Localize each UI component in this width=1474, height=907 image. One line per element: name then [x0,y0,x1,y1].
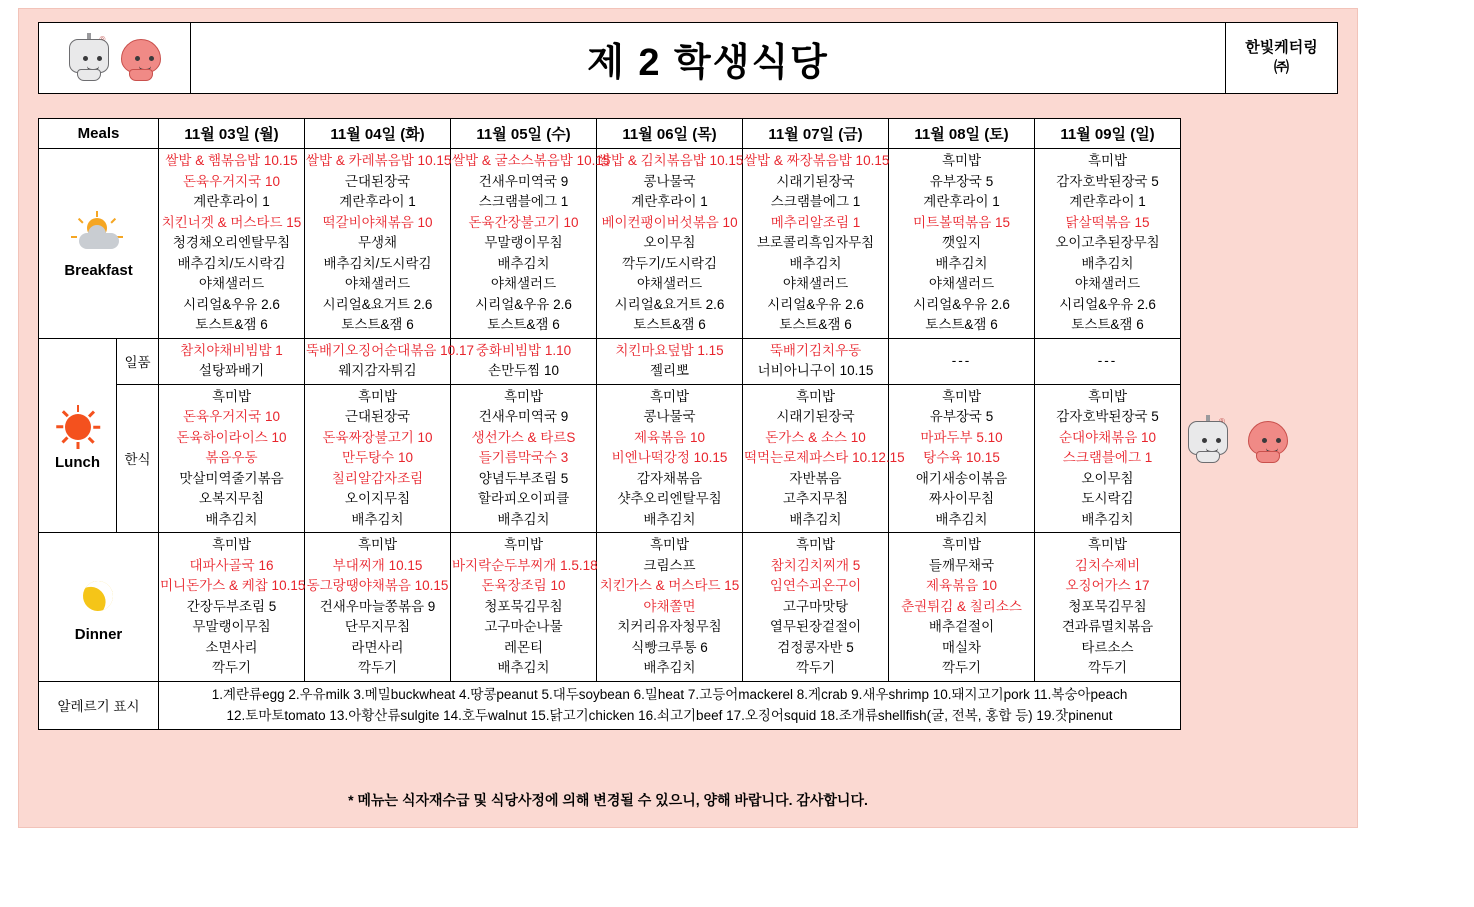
dish-item: 토스트&잼 6 [779,317,852,333]
dish-item: 돈육우거지국 10 [183,173,281,189]
dish-list [160,387,303,531]
dish-item: 크림스프 [643,557,696,573]
dish-item: 배추김치 [643,511,696,527]
menu-cell-lunch-hansik-6 [1035,384,1181,533]
dish-item: 김치수제비 [1074,557,1141,573]
dish-item: --- [951,352,972,368]
dish-list [306,341,474,382]
dish-item: 단무지무침 [344,619,411,635]
dish-item: 토스트&잼 6 [633,317,706,333]
dish-item: 배추김치 [1081,511,1134,527]
dish-item: 생선가스 & 타르S [471,429,576,445]
dish-item: 청포묵김무침 [484,598,563,614]
dish-item: 배추김치 [1081,255,1134,271]
day-header-4: 11월 07일 (금) [743,119,889,149]
dish-item: 배추김치 [935,511,988,527]
dish-item: 치킨마요덮밥 1.15 [615,342,724,358]
dish-item: 검정콩자반 5 [777,639,854,655]
dish-item: 깍두기 [941,660,982,676]
dish-item: 흑미밥 [795,537,836,553]
dish-item: 흑미밥 [1087,537,1128,553]
dish-item: 오징어가스 17 [1065,578,1150,594]
dish-item: 흑미밥 [1087,153,1128,168]
menu-cell-lunch-hansik-2 [451,384,597,533]
dish-item: 야채샐러드 [928,276,995,292]
menu-cell-dinner-5 [889,533,1035,682]
dish-item: 계란후라이 1 [1069,194,1146,210]
dish-list [452,535,598,679]
dish-item: 들기름막국수 3 [478,450,569,466]
dish-list [160,151,303,336]
brand-line-2: ㈜ [1273,59,1289,76]
dish-item: 중화비빔밥 1.10 [475,342,572,358]
dish-list [306,535,449,679]
dish-list [452,387,595,531]
dish-item: 양념두부조림 5 [478,470,569,486]
menu-cell-dinner-6 [1035,533,1181,682]
dish-item: 흑미밥 [357,537,398,553]
dish-item: 흑미밥 [503,537,544,553]
dish-item: 계란후라이 1 [631,194,708,210]
dish-item: 스크램블에그 1 [770,194,861,210]
dish-list [306,151,452,336]
dish-list [890,535,1033,679]
dish-list [160,341,303,382]
dish-item: 떡갈비야채볶음 10 [322,214,433,230]
dish-item: 탕수육 10.15 [923,450,1000,466]
dish-item: 식빵크루통 6 [631,639,708,655]
allergy-line-2: 12.토마토tomato 13.아황산류sulgite 14.호두walnut 15.닭고기chicken 16.쇠고기beef 17.오징어squid 18.조개류shellfish(굴, 전복, 홍합 등) 19.잣pinenut [226,708,1113,724]
dish-item: 건새우마늘쫑볶음 9 [319,598,436,614]
dish-item: 감자채볶음 [636,470,703,486]
dish-item: 닭살떡볶음 15 [1065,214,1150,230]
dish-item: 콩나물국 [643,173,696,189]
dish-item: 제육볶음 10 [926,578,997,594]
dish-item: 흑미밥 [941,153,982,168]
dish-item: 시리얼&우유 2.6 [767,296,864,312]
dish-item: 배추김치/도시락김 [177,255,286,271]
dish-item: 설탕꽈배기 [198,363,265,379]
dish-item: 유부장국 5 [929,409,994,425]
dish-item: 스크램블에그 1 [1062,450,1153,466]
dish-item: 쌀밥 & 굴소스볶음밥 10.15 [452,153,611,168]
allergy-label: 알레르기 표시 [39,681,159,729]
dish-item: 계란후라이 1 [193,194,270,210]
dish-item: 미니돈가스 & 케찹 10.15 [160,578,306,594]
dish-item: 볶음우동 [205,450,258,466]
dish-item: 청경채오리엔탈무침 [172,235,291,251]
dish-item: 라면사리 [351,639,404,655]
dish-item: 브로콜리흑임자무침 [756,235,875,251]
page-title: 제 2 학생식당 [587,41,829,84]
dish-item: 야채샐러드 [782,276,849,292]
dish-item: 감자호박된장국 5 [1056,409,1159,425]
dish-item: 도시락김 [1081,491,1134,507]
dish-item: 동그랑땡야채볶음 10.15 [306,578,449,594]
menu-cell-lunch-hansik-1 [305,384,451,533]
dish-item: 쌀밥 & 짜장볶음밥 10.15 [744,153,890,168]
table-row-breakfast [39,149,1181,339]
menu-cell-lunch-ilpum-6 [1035,338,1181,384]
meal-label-breakfast [39,149,159,339]
dish-item: 무말랭이무침 [192,619,271,635]
dish-list [1036,151,1179,336]
dish-item: 오이지무침 [344,491,411,507]
dish-list [1036,535,1179,679]
moon-icon [40,572,157,626]
menu-cell-lunch-ilpum-5 [889,338,1035,384]
meal-label-text: Dinner [74,625,123,643]
side-mascots [1185,415,1291,465]
dish-item: 토스트&잼 6 [925,317,998,333]
meal-sub-hansik: 한식 [117,384,159,533]
dish-item: 흑미밥 [795,388,836,404]
table-header-row [39,119,1181,149]
dish-item: 만두탕수 10 [342,450,413,466]
dish-item: 간장두부조림 5 [186,598,277,614]
dish-item: 치킨가스 & 머스타드 15 [599,578,740,594]
dish-list [744,341,887,382]
menu-change-note: * 메뉴는 식자재수급 및 식당사정에 의해 변경될 수 있으니, 양해 바랍니다. 감사합니다. [348,792,868,808]
table-row-allergy [39,681,1181,729]
dish-item: 견과류멸치볶음 [1061,619,1154,635]
dish-item: 배추겉절이 [928,619,995,635]
dish-item: 참치김치찌개 5 [770,557,861,573]
dish-item: 깻잎지 [941,235,982,251]
dish-item: 짜사이무침 [928,491,995,507]
dish-item: 콩나물국 [643,409,696,425]
dish-item: 배추김치 [643,660,696,676]
dish-item: 시리얼&우유 2.6 [913,296,1010,312]
dish-item: 타르소스 [1081,639,1134,655]
dish-item: 오이무침 [643,235,696,251]
dish-item: 쌀밥 & 햄볶음밥 10.15 [165,153,298,168]
table-row-lunch-hansik [39,384,1181,533]
dish-item: 미트볼떡볶음 15 [913,214,1011,230]
dish-item: 쌀밥 & 김치볶음밥 10.15 [598,153,744,168]
header-logo [39,23,191,93]
dish-item: 건새우미역국 9 [478,173,569,189]
dish-item: 배추김치 [205,511,258,527]
menu-cell-breakfast-6 [1035,149,1181,339]
dish-list [1036,351,1179,372]
menu-cell-breakfast-0 [159,149,305,339]
dish-list [160,535,306,679]
dish-item: 스크램블에그 1 [478,194,569,210]
dish-item: 바지락순두부찌개 1.5.18 [452,557,598,573]
meal-sub-ilpum: 일품 [117,338,159,384]
dish-item: 맛살미역줄기볶음 [179,470,284,486]
dish-item: --- [1097,352,1118,368]
dish-item: 토스트&잼 6 [195,317,268,333]
dish-item: 뚝배기김치우동 [769,342,862,358]
dish-item: 배추김치 [497,511,550,527]
dish-item: 무생채 [357,235,398,251]
menu-cell-lunch-ilpum-0 [159,338,305,384]
dish-item: 배추김치/도시락김 [323,255,432,271]
dish-item: 열무된장겉절이 [769,619,862,635]
dish-item: 토스트&잼 6 [1071,317,1144,333]
dish-item: 오이무침 [1081,470,1134,486]
dish-item: 깍두기/도시락김 [621,255,718,271]
dish-item: 참치야채비빔밥 1 [180,342,283,358]
dish-list [1036,387,1179,531]
dish-item: 돈육하이라이스 10 [176,429,287,445]
dish-item: 흑미밥 [503,388,544,404]
dish-item: 치킨너겟 & 머스타드 15 [161,214,302,230]
dish-item: 돈육장조림 10 [481,578,566,594]
dish-list [306,387,449,531]
menu-cell-breakfast-3 [597,149,743,339]
dish-list [890,351,1033,372]
weekly-menu-table [38,118,1181,730]
day-header-0: 11월 03일 (월) [159,119,305,149]
dish-item: 애기새송이볶음 [915,470,1008,486]
dish-item: 칠리알감자조림 [331,470,424,486]
dish-item: 흑미밥 [941,388,982,404]
dish-list [890,387,1033,531]
menu-cell-breakfast-2 [451,149,611,339]
dish-item: 소면사리 [205,639,258,655]
dish-item: 흑미밥 [357,388,398,404]
dish-item: 대파사골국 16 [189,557,274,573]
dish-item: 흑미밥 [211,537,252,553]
girl-mascot-icon-side [1245,415,1291,465]
dish-item: 흑미밥 [211,388,252,404]
dish-item: 시리얼&우유 2.6 [183,296,280,312]
sun-cloud-icon [40,208,157,262]
dish-item: 시리얼&우유 2.6 [475,296,572,312]
dish-item: 시래기된장국 [776,173,855,189]
dish-item: 무말랭이무침 [484,235,563,251]
dish-item: 쌀밥 & 카레볶음밥 10.15 [306,153,452,168]
dish-item: 깍두기 [357,660,398,676]
dish-item: 매실차 [941,639,982,655]
dish-item: 야채쫄면 [643,598,696,614]
menu-cell-lunch-hansik-0 [159,384,305,533]
dish-item: 비엔나떡강정 10.15 [611,450,728,466]
menu-cell-breakfast-5 [889,149,1035,339]
dish-item: 흑미밥 [1087,388,1128,404]
dish-item: 야채샐러드 [198,276,265,292]
dish-item: 오복지무침 [198,491,265,507]
menu-cell-lunch-ilpum-1 [305,338,474,384]
allergy-line-1: 1.계란류egg 2.우유milk 3.메밀buckwheat 4.땅콩peanut 5.대두soybean 6.밀heat 7.고등어mackerel 8.게crab 9.새우shrimp 10.돼지고기pork 11.복숭아peach [211,686,1128,702]
menu-cell-dinner-0 [159,533,305,682]
meals-header: Meals [39,119,159,149]
menu-cell-dinner-4 [743,533,889,682]
day-header-2: 11월 05일 (수) [451,119,597,149]
dish-list [744,535,887,679]
dish-item: 야채샐러드 [636,276,703,292]
menu-cell-dinner-3 [597,533,743,682]
menu-cell-dinner-1 [305,533,451,682]
dish-item: 마파두부 5.10 [920,429,1003,445]
menu-cell-breakfast-4 [743,149,889,339]
meal-label-text: Breakfast [64,261,133,279]
day-header-5: 11월 08일 (토) [889,119,1035,149]
dish-item: 돈가스 & 소스 10 [765,429,866,445]
dish-item: 배추김치 [351,511,404,527]
dish-list [598,341,741,382]
meal-label-dinner [39,533,159,682]
dish-item: 베이컨팽이버섯볶음 10 [601,214,738,230]
dish-item: 건새우미역국 9 [478,409,569,425]
dish-list [890,151,1033,336]
dish-item: 뚝배기오징어순대볶음 10.17 [306,342,474,358]
dish-item: 근대된장국 [344,409,411,425]
dish-item: 시래기된장국 [776,409,855,425]
dish-item: 임연수괴온구이 [769,578,862,594]
sun-icon [40,400,115,454]
table-row-lunch-ilpum [39,338,1181,384]
dish-item: 순대야채볶음 10 [1059,429,1157,445]
dish-item: 흑미밥 [649,388,690,404]
robot-mascot-icon-side [1185,415,1231,465]
day-header-6: 11월 09일 (일) [1035,119,1181,149]
dish-item: 유부장국 5 [929,173,994,189]
dish-item: 야채샐러드 [1074,276,1141,292]
dish-list [598,151,744,336]
dish-item: 청포묵김무침 [1068,598,1147,614]
dish-item: 춘권튀김 & 칠리소스 [901,598,1022,614]
dish-list [598,535,741,679]
menu-cell-dinner-2 [451,533,597,682]
dish-list [744,151,890,336]
dish-list [598,387,741,531]
dish-item: 감자호박된장국 5 [1056,173,1159,189]
menu-cell-lunch-ilpum-4 [743,338,889,384]
dish-item: 돈육간장불고기 10 [468,214,579,230]
dish-list [744,387,905,531]
brand-line-1: 한빛케터링 [1245,38,1318,56]
menu-cell-lunch-hansik-5 [889,384,1035,533]
dish-item: 고구마순나물 [484,619,563,635]
dish-item: 배추김치 [935,255,988,271]
dish-item: 레몬티 [503,639,544,655]
dish-item: 토스트&잼 6 [341,317,414,333]
dish-item: 고구마맛탕 [782,598,849,614]
day-header-1: 11월 04일 (화) [305,119,451,149]
dish-item: 배추김치 [789,255,842,271]
dish-item: 깍두기 [1087,660,1128,676]
menu-cell-lunch-hansik-4 [743,384,905,533]
dish-item: 배추김치 [789,511,842,527]
dish-item: 배추김치 [497,255,550,271]
dish-item: 돈육짜장불고기 10 [322,429,433,445]
dish-item: 젤리뽀 [649,363,690,379]
dish-item: 시리얼&요거트 2.6 [614,296,725,312]
dish-item: 손만두찜 10 [488,363,559,379]
dish-item: 제육볶음 10 [634,429,705,445]
dish-item: 메추리알조림 1 [770,214,861,230]
menu-cell-breakfast-1 [305,149,451,339]
dish-item: 돈육우거지국 10 [183,409,281,425]
dish-item: 떡먹는로제파스타 10.12.15 [744,450,905,466]
dish-item: 들깨무채국 [928,557,995,573]
menu-cell-lunch-hansik-3 [597,384,743,533]
dish-item: 할라피오이피클 [477,491,570,507]
dish-item: 시리얼&우유 2.6 [1059,296,1156,312]
robot-mascot-icon [66,33,112,83]
dish-item: 야채샐러드 [344,276,411,292]
dish-item: 샷추오리엔탈무침 [617,491,722,507]
allergy-text [159,681,1181,729]
dish-item: 깍두기 [211,660,252,676]
dish-item: 너비아니구이 10.15 [757,363,874,379]
dish-item: 시리얼&요거트 2.6 [322,296,433,312]
dish-item: 자반볶음 [789,470,842,486]
menu-cell-lunch-ilpum-3 [597,338,743,384]
dish-list [452,151,611,336]
meal-label-text: Lunch [55,453,100,471]
dish-item: 흑미밥 [649,537,690,553]
dish-item: 계란후라이 1 [339,194,416,210]
meal-label-lunch [39,338,117,533]
dish-item: 배추김치 [497,660,550,676]
dish-item: 부대찌개 10.15 [332,557,423,573]
dish-item: 야채샐러드 [490,276,557,292]
girl-mascot-icon [118,33,164,83]
dish-item: 웨지감자튀김 [338,363,417,379]
page-header [38,22,1338,94]
dish-item: 치커리유자청무침 [617,619,722,635]
dish-item: 계란후라이 1 [923,194,1000,210]
dish-item: 흑미밥 [941,537,982,553]
brand-name [1225,23,1337,93]
day-header-3: 11월 06일 (목) [597,119,743,149]
dish-item: 오이고추된장무침 [1055,235,1160,251]
dish-item: 토스트&잼 6 [487,317,560,333]
table-row-dinner [39,533,1181,682]
dish-item: 깍두기 [795,660,836,676]
dish-item: 근대된장국 [344,173,411,189]
dish-item: 고추지무침 [782,491,849,507]
